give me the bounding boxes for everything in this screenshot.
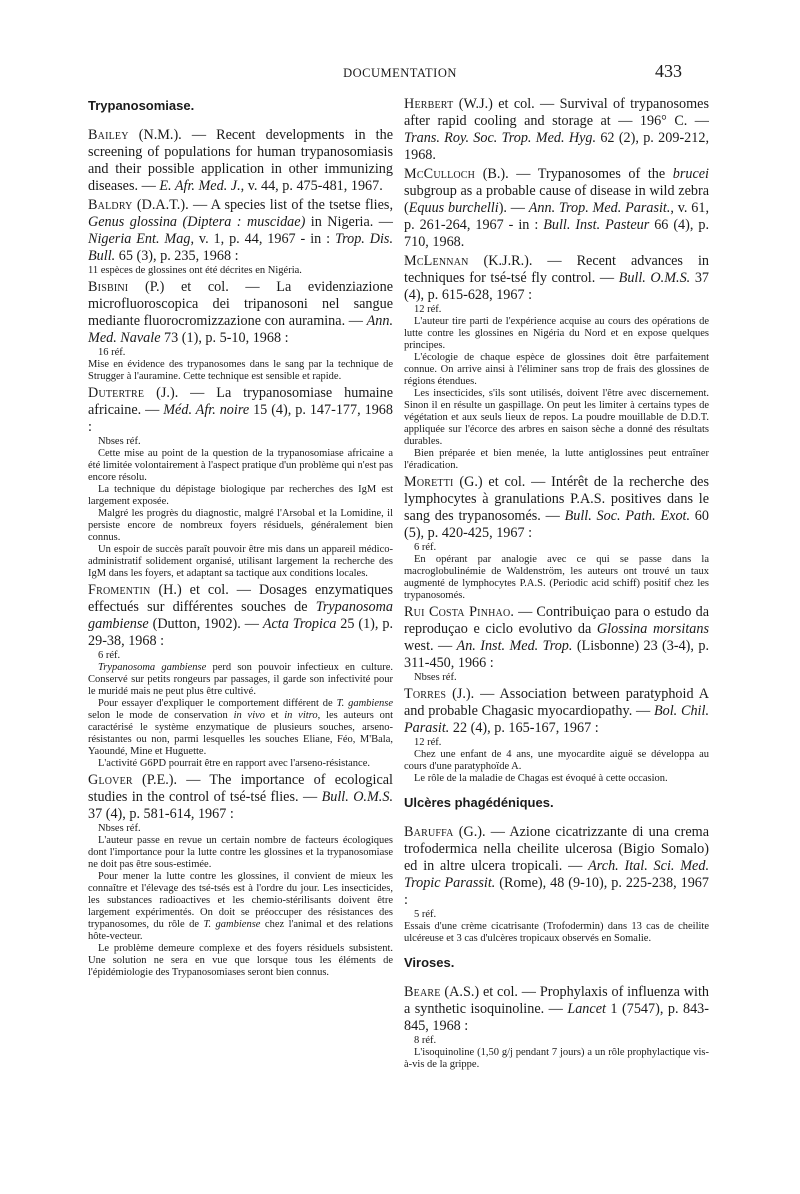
abstract-italic: in vitro <box>284 710 318 721</box>
author: Glover <box>88 772 133 788</box>
entry-glover <box>88 772 393 979</box>
ref-count: 8 réf. <box>414 1035 437 1046</box>
journal: Trans. Roy. Soc. Trop. Med. Hyg. <box>404 130 597 146</box>
page-number: 433 <box>655 61 682 81</box>
abstract-paragraph: Bien préparée et bien menée, la lutte antiglossines peut entraîner l'éradication. <box>404 448 709 471</box>
citation-text: subgroup as a probable cause of disease in wild zebra ( <box>404 183 709 216</box>
entry-fromentin <box>88 582 393 770</box>
author: Beare <box>404 984 441 1000</box>
author: Baldry <box>88 197 133 213</box>
right-column <box>404 96 709 1073</box>
journal: Bull. O.M.S. <box>321 789 393 805</box>
citation <box>404 253 709 304</box>
author: Fromentin <box>88 582 151 598</box>
ref-count: 12 réf. <box>414 737 442 748</box>
journal: Nigeria Ent. Mag <box>88 231 191 247</box>
citation <box>404 604 709 672</box>
journal: An. Inst. Med. Trop. <box>456 638 573 654</box>
entry-baruffa <box>404 824 709 945</box>
citation <box>88 385 393 436</box>
citation <box>88 582 393 650</box>
citation <box>88 127 393 195</box>
citation-tail: 73 (1), p. 5-10, 1968 : <box>160 330 289 346</box>
citation-tail: 25 (1), p. 29-38, 1968 : <box>88 616 393 649</box>
taxon: Glossina morsitans <box>596 621 709 637</box>
abstract-text: perd son pouvoir infectieux en culture. Conservé sur petits rongeurs par passages, il garde son infectivité pour le muridé mais ne peut plus être cultivé. <box>88 662 393 697</box>
abstract-paragraph: Le rôle de la maladie de Chagas est évoqué à cette occasion. <box>414 773 668 784</box>
citation-tail: , v. 44, p. 475-481, 1967. <box>240 178 383 194</box>
abstract-italic: in vivo <box>233 710 266 721</box>
taxon: Genus glossina (Diptera : muscidae) <box>88 214 306 230</box>
citation-text: ). — <box>498 200 529 216</box>
taxon: T. gambiense <box>203 919 261 930</box>
journal: Lancet <box>567 1001 606 1017</box>
author: Rui Costa Pinhao <box>404 604 511 620</box>
abstract-text: , les auteurs ont caractérisé le système enzymatique de plusieurs souches, arseno-résistantes ou non, parmi lesquelles les souches Eliane, Féo, M'Bala, Yaoundé, Mine et Huguette. <box>88 710 394 757</box>
citation <box>404 474 709 542</box>
journal: Ann. Trop. Med. Parasit. <box>528 200 671 216</box>
entry-dutertre <box>88 385 393 580</box>
citation-tail: 22 (4), p. 165-167, 1967 : <box>449 720 599 736</box>
citation-tail: 62 (2), p. 209-212, 1968. <box>404 130 709 163</box>
journal: Bull. O.M.S. <box>618 270 691 286</box>
citation-tail: 1 (7547), p. 843-845, 1968 : <box>404 1001 709 1034</box>
abstract-text: Pour mener la lutte contre les glossines, il convient de mieux les connaître et l'élevage des tsé-tsés est à l'ordre du jour. Les insecticides, les substances radioactives et les chemio-stérilisants doivent être largement expérimentés. On doit se préoccuper des résistances des trypanosomes, du rôle de <box>88 871 393 930</box>
entry-mclennan <box>404 253 709 472</box>
author: Dutertre <box>88 385 145 401</box>
author: Bailey <box>88 127 129 143</box>
entry-herbert <box>404 96 709 164</box>
journal: Bol. Chil. Parasit. <box>404 703 709 736</box>
abstract-paragraph: L'isoquinoline (1,50 g/j pendant 7 jours) a un rôle prophylactique vis-à-vis de la grippe. <box>404 1047 709 1070</box>
abstract-paragraph <box>88 662 393 698</box>
section-heading-trypanosomiase: Trypanosomiase. <box>88 98 195 113</box>
entry-torres <box>404 686 709 785</box>
citation-text: , v. 61, p. 261-264, 1967 - in : <box>404 200 709 233</box>
ref-count: 6 réf. <box>414 542 437 553</box>
taxon: T. gambiense <box>336 698 394 709</box>
left-column <box>88 96 393 981</box>
entry-moretti <box>404 474 709 602</box>
citation-text: in Nigeria. — <box>305 214 393 230</box>
abstract-text: et <box>265 710 285 721</box>
entry-rui-costa-pinhao <box>404 604 709 684</box>
abstract-paragraph: Le problème demeure complexe et des foyers résiduels subsistent. Une solution ne sera en vue que lorsque tous les éléments de l'épidémiologie des Trypanosomiases seront bien connus. <box>88 943 393 978</box>
citation-text: (J.). — La trypanosomiase humaine africaine. — <box>88 385 393 418</box>
citation-text: (G.) et col. — Intérêt de la recherche des lymphocytes à granulations P.A.S. positives dans le sang des trypanosomés. — <box>404 474 709 524</box>
ref-count: 6 réf. <box>98 650 121 661</box>
abstract-paragraph: Essais d'une crème cicatrisante (Trofodermin) dans 13 cas de cheilite ulcéreuse et 3 cas d'ulcères tropicaux observés en Somalie. <box>404 921 709 944</box>
journal: Trop. Dis. Bull. <box>88 231 394 264</box>
ref-count: 12 réf. <box>414 304 442 315</box>
citation <box>88 279 393 347</box>
citation-text: (Dutton, 1902). — <box>148 616 263 632</box>
citation-text: (G.). — Azione cicatrizzante di una crema trofodermica nella cheilite ulcerosa (Bigio Somalo) ed in altre ulcera tropicali. — <box>404 824 709 874</box>
abstract-paragraph: La technique du dépistage biologique par recherches des IgM est largement exposée. <box>88 484 393 507</box>
citation-tail: 66 (4), p. 710, 1968. <box>404 217 709 250</box>
author: Baruffa <box>404 824 454 840</box>
citation <box>404 984 709 1035</box>
running-head-title: DOCUMENTATION <box>343 66 457 80</box>
ref-count: Nbses réf. <box>414 672 457 683</box>
journal: E. Afr. Med. J. <box>159 178 241 194</box>
abstract-paragraph: L'écologie de chaque espèce de glossines doit être parfaitement connue. On arrive ainsi à l'éliminer sans trop de frais des glossines de régions étendues. <box>404 352 709 387</box>
citation-text: (J.). — Association between paratyphoid A and probable Chagasic myocardiopathy. — <box>404 686 709 719</box>
citation <box>404 166 709 251</box>
citation-text: (D.A.T.). — A species list of the tsetse flies, <box>132 197 393 213</box>
author: Bisbini <box>88 279 129 295</box>
citation <box>88 197 393 265</box>
abstract-paragraph: L'auteur tire parti de l'expérience acquise au cours des opérations de lutte contre les glossines en Nigéria du Nord et en expose quelques principes. <box>404 316 709 351</box>
author: McCulloch <box>404 166 476 182</box>
citation-text: (N.M.). — Recent developments in the screening of populations for human trypanosomiasis and their possible application in other immunizing diseases. — <box>88 127 393 194</box>
citation-text: , v. 1, p. 44, 1967 - in : <box>190 231 335 247</box>
citation-tail: 65 (3), p. 235, 1968 : <box>115 248 239 264</box>
citation-tail: (Rome), 48 (9-10), p. 225-238, 1967 : <box>404 875 709 908</box>
citation-tail: 37 (4), p. 615-628, 1967 : <box>404 270 710 303</box>
citation-text: (H.) et col. — Dosages enzymatiques effectués sur différentes souches de <box>88 582 393 615</box>
citation <box>404 686 709 737</box>
entry-mcculloch <box>404 166 709 251</box>
author: McLennan <box>404 253 469 269</box>
ref-count: 16 réf. <box>98 347 126 358</box>
abstract-paragraph: Chez une enfant de 4 ans, une myocardite aiguë se développa au cours d'une paratyphoïde A. <box>404 749 709 772</box>
citation-text: (P.) et col. — La evidenziazione microfluoroscopica dei tripanosoni nel sangue mediante fluorocromizzazione con auramina. — <box>88 279 393 329</box>
entry-baldry <box>88 197 393 277</box>
journal: Ann. Med. Navale <box>88 313 393 346</box>
abstract-paragraph: Un espoir de succès paraît pouvoir être mis dans un appareil médico-administratif solidement organisé, utilisant largement la recherche des IgM dans les foyers, et adaptant sa tactique aux conditions locales. <box>88 544 393 579</box>
abstract-paragraph: Cette mise au point de la question de la trypanosomiase africaine a été limitée volontairement à l'aspect pratique d'un problème qui n'est pas encore résolu. <box>88 448 393 483</box>
citation-text: (P.E.). — The importance of ecological studies in the control of tsé-tsé flies. — <box>88 772 393 805</box>
abstract: Mise en évidence des trypanosomes dans le sang par la technique de Strugger à l'auramine. Cette technique est sensible et rapide. <box>88 359 393 382</box>
author: Moretti <box>404 474 454 490</box>
journal: Arch. Ital. Sci. Med. Tropic Parassit. <box>404 858 709 891</box>
citation <box>404 96 709 164</box>
entry-bailey <box>88 127 393 195</box>
citation-text: (A.S.) et col. — Prophylaxis of influenza with a synthetic isoquinoline. — <box>404 984 709 1017</box>
journal: Bull. Inst. Pasteur <box>543 217 650 233</box>
taxon: brucei <box>672 166 709 182</box>
citation-tail: 37 (4), p. 581-614, 1967 : <box>88 806 234 822</box>
citation <box>88 772 393 823</box>
abstract-paragraph: L'activité G6PD pourrait être en rapport avec l'arseno-résistance. <box>98 758 371 769</box>
section-heading-viroses: Viroses. <box>404 955 455 970</box>
author: Torres <box>404 686 447 702</box>
citation-text: (W.J.) et col. — Survival of trypanosomes after rapid cooling and storage at — 196° C. — <box>404 96 709 129</box>
journal: Acta Tropica <box>262 616 337 632</box>
citation-text: west. — <box>404 638 457 654</box>
citation-text: . — Contribuiçao para o estudo da reproduçao e ciclo evolutivo da <box>404 604 709 637</box>
ref-count: Nbses réf. <box>98 823 141 834</box>
abstract: 11 espèces de glossines ont été décrites en Nigéria. <box>88 265 302 276</box>
citation-text: (K.J.R.). — Recent advances in techniques for tsé-tsé fly control. — <box>404 253 709 286</box>
citation-tail: (Lisbonne) 23 (3-4), p. 311-450, 1966 : <box>404 638 709 671</box>
entry-bisbini <box>88 279 393 383</box>
abstract-paragraph: En opérant par analogie avec ce qui se passe dans la macroglobulinémie de Waldenström, les auteurs ont trouvé un taux augmenté de lymphocytes P.A.S. (Periodic acid schiff) positif chez les trypanosomés. <box>404 554 709 601</box>
abstract-paragraph <box>88 871 393 943</box>
journal: Méd. Afr. noire <box>163 402 250 418</box>
citation-tail: 15 (4), p. 147-177, 1968 : <box>88 402 393 435</box>
abstract-text: Pour essayer d'expliquer le comportement différent de <box>98 698 337 709</box>
section-heading-ulceres: Ulcères phagédéniques. <box>404 795 554 810</box>
entry-beare <box>404 984 709 1071</box>
abstract-paragraph: L'auteur passe en revue un certain nombre de facteurs écologiques dont l'importance pour la lutte contre les glossines et la trypanosomiase ne doit pas être sous-estimée. <box>88 835 393 870</box>
abstract-paragraph <box>88 698 393 758</box>
journal: Bull. Soc. Path. Exot. <box>564 508 691 524</box>
ref-count: Nbses réf. <box>98 436 141 447</box>
abstract-paragraph: Malgré les progrès du diagnostic, malgré l'Arsobal et la Lomidine, il persiste encore de nombreux foyers résiduels, généralement bien connus. <box>88 508 393 543</box>
author: Herbert <box>404 96 454 112</box>
taxon: Trypanosoma gambiense <box>88 599 393 632</box>
taxon: Equus burchelli <box>408 200 499 216</box>
citation <box>404 824 709 909</box>
citation-tail: 60 (5), p. 420-425, 1967 : <box>404 508 709 541</box>
abstract-text: chez l'animal et des relations hôte-vecteur. <box>88 919 393 942</box>
ref-count: 5 réf. <box>414 909 437 920</box>
abstract-text: selon le mode de conservation <box>88 710 234 721</box>
abstract-paragraph: Les insecticides, s'ils sont utilisés, doivent l'être avec discernement. Sinon il en résulte un gaspillage. On peut les limiter à certains types de végétation et aux seuls lieux de repos. La poudre mouillable de D.D.T. appliquée sur l'écorce des arbres en saison sèche a donné des résultats durables. <box>404 388 709 447</box>
citation-text: (B.). — Trypanosomes of the <box>475 166 673 182</box>
taxon: Trypanosoma gambiense <box>98 662 207 673</box>
